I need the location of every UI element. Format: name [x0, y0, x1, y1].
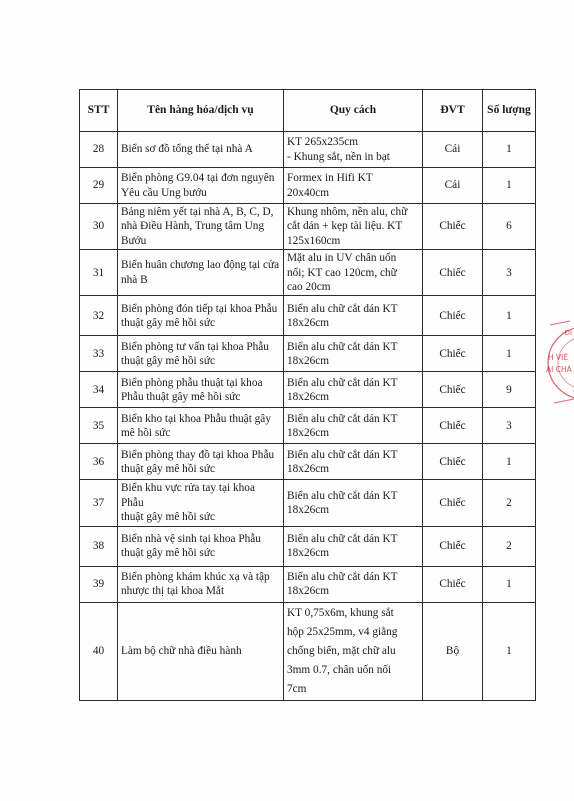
cell-quantity: 1 — [483, 566, 536, 602]
cell-goods-name — [118, 336, 284, 372]
cell-specification-line: 18x26cm — [287, 354, 330, 367]
cell-unit: Chiếc — [423, 444, 483, 480]
cell-specification-line: Biển alu chữ cắt dán KT — [287, 489, 398, 502]
cell-goods-name-line: Làm bộ chữ nhà điều hành — [121, 644, 242, 657]
cell-goods-name — [118, 168, 284, 204]
cell-quantity: 1 — [483, 168, 536, 204]
cell-quantity: 1 — [483, 444, 536, 480]
cell-quantity: 1 — [483, 602, 536, 700]
table-row — [80, 526, 536, 566]
cell-unit: Chiếc — [423, 296, 483, 336]
table-row — [80, 480, 536, 526]
cell-quantity: 3 — [483, 408, 536, 444]
table-row — [80, 372, 536, 408]
cell-stt: 30 — [80, 204, 118, 250]
cell-goods-name-line: nhược thị tại khoa Mắt — [121, 585, 225, 598]
cell-specification — [284, 168, 423, 204]
cell-specification-line: Biển alu chữ cắt dán KT — [287, 340, 398, 353]
cell-goods-name-line: Biển phòng đón tiếp tại khoa Phẫu — [121, 302, 278, 315]
cell-goods-name-line: Bảng niêm yết tại nhà A, B, C, D, — [121, 206, 274, 218]
cell-goods-name-line: Biển phòng G9.04 tại đơn nguyên — [121, 172, 275, 185]
cell-goods-name-line: Bướu — [121, 234, 147, 247]
cell-specification-line: 20x40cm — [287, 186, 330, 199]
cell-goods-name — [118, 480, 284, 526]
cell-specification-line: - Khung sắt, nền in bạt — [287, 150, 390, 163]
cell-goods-name-line: thuật gây mê hồi sức — [121, 547, 215, 560]
cell-goods-name-line: Biển phòng khám khúc xạ và tập — [121, 570, 270, 583]
cell-goods-name-line: Phẫu thuật gây mê hồi sức — [121, 390, 241, 403]
cell-quantity: 2 — [483, 480, 536, 526]
cell-specification — [284, 408, 423, 444]
cell-specification-line: Biển alu chữ cắt dán KT — [287, 448, 398, 461]
cell-quantity: 2 — [483, 526, 536, 566]
table-header-row — [80, 90, 536, 132]
cell-unit: Chiếc — [423, 526, 483, 566]
table-row — [80, 408, 536, 444]
cell-goods-name — [118, 372, 284, 408]
red-stamp-fragment — [542, 315, 574, 410]
cell-specification-line: Biển alu chữ cắt dán KT — [287, 532, 398, 545]
cell-goods-name — [118, 132, 284, 168]
cell-specification — [284, 480, 423, 526]
header-stt: STT — [80, 90, 118, 132]
cell-goods-name — [118, 296, 284, 336]
cell-stt: 31 — [80, 250, 118, 296]
cell-specification-line: Biển alu chữ cắt dán KT — [287, 376, 398, 389]
cell-quantity: 1 — [483, 132, 536, 168]
cell-specification — [284, 250, 423, 296]
cell-specification-line: 7cm — [287, 682, 307, 695]
cell-quantity: 1 — [483, 296, 536, 336]
cell-goods-name-line: thuật gây mê hồi sức — [121, 316, 215, 329]
cell-stt: 29 — [80, 168, 118, 204]
svg-text:-ĐI: -ĐI — [562, 329, 573, 337]
cell-specification — [284, 204, 423, 250]
table-row — [80, 566, 536, 602]
table-row — [80, 204, 536, 250]
cell-stt: 40 — [80, 602, 118, 700]
cell-stt: 37 — [80, 480, 118, 526]
cell-goods-name — [118, 408, 284, 444]
cell-goods-name — [118, 250, 284, 296]
cell-specification-line: 18x26cm — [287, 390, 330, 403]
cell-goods-name — [118, 204, 284, 250]
cell-specification-line: 18x26cm — [287, 316, 330, 329]
cell-specification-line: Formex in Hifi KT — [287, 172, 373, 185]
cell-unit: Chiếc — [423, 336, 483, 372]
cell-goods-name-line: thuật gây mê hồi sức — [121, 354, 215, 367]
svg-text:AI CHÂ: AI CHÂ — [546, 365, 572, 374]
cell-goods-name — [118, 602, 284, 700]
cell-specification-line: 18x26cm — [287, 504, 330, 517]
cell-specification-line: 3mm 0.7, chân uốn nối — [287, 663, 392, 676]
cell-goods-name — [118, 526, 284, 566]
cell-goods-name — [118, 444, 284, 480]
cell-specification-line: Biển alu chữ cắt dán KT — [287, 302, 398, 315]
cell-goods-name-line: Biển huân chương lao động tại cửa — [121, 259, 280, 272]
cell-quantity: 1 — [483, 336, 536, 372]
cell-specification — [284, 132, 423, 168]
cell-specification — [284, 566, 423, 602]
table-row — [80, 336, 536, 372]
cell-goods-name-line: mê hồi sức — [121, 426, 171, 439]
cell-specification-line: cắt dán + kẹp tài liệu. KT — [287, 220, 403, 233]
cell-goods-name-line: Biển khu vực rửa tay tại khoa Phẫu — [121, 482, 255, 509]
cell-specification-line: hộp 25x25mm, v4 giằng — [287, 625, 398, 638]
cell-specification — [284, 526, 423, 566]
cell-specification-line: KT 0,75x6m, khung sắt — [287, 606, 394, 619]
cell-goods-name-line: Biển phòng phẫu thuật tại khoa — [121, 376, 263, 389]
cell-goods-name-line: Biển kho tại khoa Phẫu thuật gây — [121, 412, 271, 425]
cell-unit: Bộ — [423, 602, 483, 700]
table-row — [80, 296, 536, 336]
goods-table — [79, 89, 536, 701]
cell-goods-name-line: Biển phòng tư vấn tại khoa Phẫu — [121, 340, 269, 353]
cell-unit: Chiếc — [423, 566, 483, 602]
cell-specification-line: Mặt alu in UV chân uốn — [287, 252, 397, 265]
cell-stt: 33 — [80, 336, 118, 372]
table-row — [80, 132, 536, 168]
header-unit: ĐVT — [423, 90, 483, 132]
cell-goods-name-line: Yêu cầu Ung bướu — [121, 186, 207, 199]
cell-specification-line: 18x26cm — [287, 547, 330, 560]
stamp-seal-graphic — [542, 315, 574, 410]
cell-specification-line: nổi; KT cao 120cm, chữ — [287, 266, 397, 279]
header-quantity: Số lượng — [483, 90, 536, 132]
cell-unit: Cái — [423, 168, 483, 204]
cell-stt: 28 — [80, 132, 118, 168]
cell-specification-line: 18x26cm — [287, 426, 330, 439]
cell-specification — [284, 602, 423, 700]
header-goods-name: Tên hàng hóa/dịch vụ — [118, 90, 284, 132]
table-row — [80, 250, 536, 296]
cell-stt: 35 — [80, 408, 118, 444]
cell-specification-line: 18x26cm — [287, 585, 330, 598]
cell-unit: Chiếc — [423, 204, 483, 250]
cell-specification-line: chống biển, mặt chữ alu — [287, 644, 396, 657]
cell-stt: 34 — [80, 372, 118, 408]
cell-goods-name-line: thuật gây mê hồi sức — [121, 511, 215, 524]
table-row — [80, 168, 536, 204]
table-row — [80, 444, 536, 480]
cell-unit: Cái — [423, 132, 483, 168]
cell-specification-line: KT 265x235cm — [287, 136, 359, 149]
cell-unit: Chiếc — [423, 408, 483, 444]
cell-quantity: 6 — [483, 204, 536, 250]
cell-stt: 32 — [80, 296, 118, 336]
cell-quantity: 9 — [483, 372, 536, 408]
cell-goods-name-line: nhà Điều Hành, Trung tâm Ung — [121, 220, 265, 233]
cell-unit: Chiếc — [423, 250, 483, 296]
cell-specification-line: 125x160cm — [287, 234, 341, 247]
cell-goods-name-line: Biển phòng thay đồ tại khoa Phẫu — [121, 448, 275, 461]
cell-specification — [284, 336, 423, 372]
cell-unit: Chiếc — [423, 372, 483, 408]
cell-goods-name-line: nhà B — [121, 273, 148, 286]
table-body — [80, 132, 536, 701]
cell-specification-line: Khung nhôm, nền alu, chữ — [287, 206, 408, 218]
cell-stt: 36 — [80, 444, 118, 480]
cell-quantity: 3 — [483, 250, 536, 296]
cell-unit: Chiếc — [423, 480, 483, 526]
cell-specification-line: 18x26cm — [287, 462, 330, 475]
cell-goods-name-line: thuật gây mê hồi sức — [121, 462, 215, 475]
cell-stt: 39 — [80, 566, 118, 602]
header-specification: Quy cách — [284, 90, 423, 132]
cell-specification — [284, 372, 423, 408]
cell-goods-name-line: Biển sơ đồ tổng thể tại nhà A — [121, 143, 253, 156]
cell-goods-name-line: Biển nhà vệ sinh tại khoa Phẫu — [121, 532, 261, 545]
table-row — [80, 602, 536, 700]
cell-specification-line: cao 20cm — [287, 281, 331, 294]
cell-specification-line: Biển alu chữ cắt dán KT — [287, 570, 398, 583]
cell-specification — [284, 444, 423, 480]
cell-stt: 38 — [80, 526, 118, 566]
svg-text:H VIỆ: H VIỆ — [548, 353, 569, 362]
cell-goods-name — [118, 566, 284, 602]
cell-specification — [284, 296, 423, 336]
cell-specification-line: Biển alu chữ cắt dán KT — [287, 412, 398, 425]
